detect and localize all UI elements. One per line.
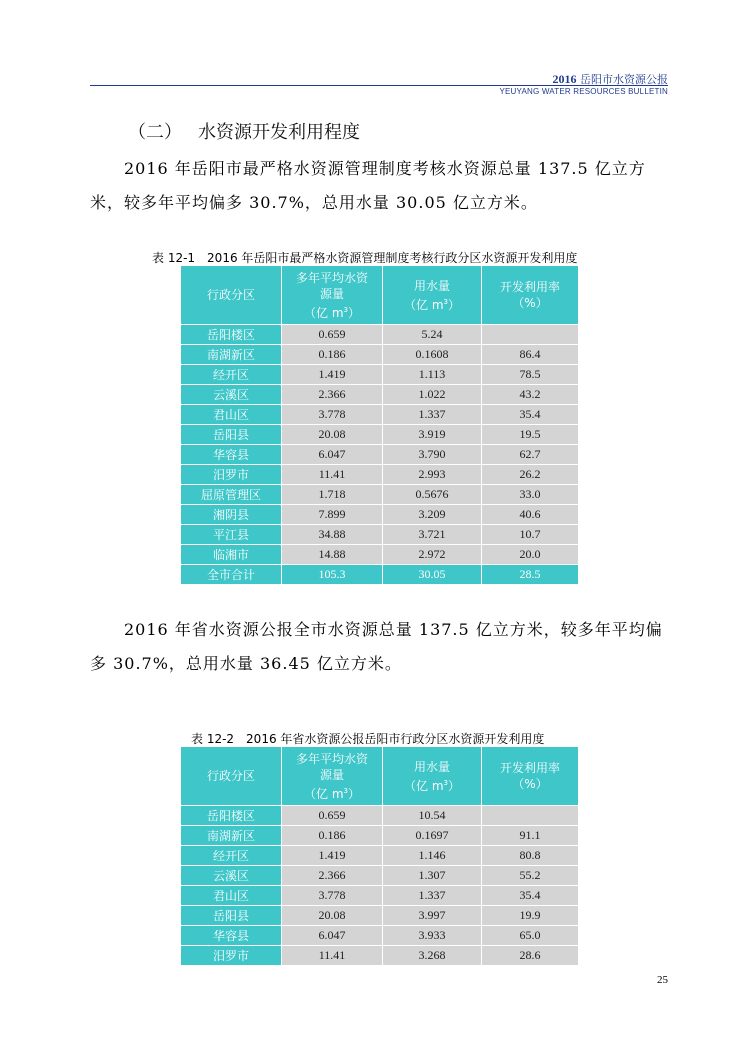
header-use-unit-sup: 3 xyxy=(443,778,448,787)
water-use-cell: 2.993 xyxy=(383,465,482,485)
district-cell: 君山区 xyxy=(181,405,282,425)
rate-cell: 65.0 xyxy=(482,926,579,946)
table-row xyxy=(181,465,579,485)
header-year: 2016 xyxy=(552,72,577,86)
district-cell: 经开区 xyxy=(181,846,282,866)
table-row xyxy=(181,485,579,505)
table-row xyxy=(181,345,579,365)
table1-header-row xyxy=(181,266,579,325)
header-avg-line2: 源量 xyxy=(319,767,344,782)
table-row xyxy=(181,505,579,525)
rate-cell: 10.7 xyxy=(482,525,579,545)
water-use-cell: 0.1697 xyxy=(383,826,482,846)
header-title-text: 岳阳市水资源公报 xyxy=(580,73,668,86)
header-rate-line1: 开发利用率 xyxy=(499,761,560,775)
water-use-cell: 0.1608 xyxy=(383,345,482,365)
district-cell: 南湖新区 xyxy=(181,826,282,846)
header-rate-line1: 开发利用率 xyxy=(499,280,560,294)
table-row xyxy=(181,325,579,345)
rate-cell: 43.2 xyxy=(482,385,579,405)
table-row xyxy=(181,385,579,405)
district-cell: 岳阳楼区 xyxy=(181,806,282,826)
avg-water-cell: 2.366 xyxy=(282,385,383,405)
avg-water-cell: 105.3 xyxy=(282,565,383,585)
water-use-cell: 1.337 xyxy=(383,405,482,425)
district-cell: 岳阳县 xyxy=(181,425,282,445)
table-2 xyxy=(180,746,579,966)
district-cell: 南湖新区 xyxy=(181,345,282,365)
header-utilization-rate xyxy=(482,266,579,325)
water-use-cell: 0.5676 xyxy=(383,485,482,505)
water-use-cell: 3.209 xyxy=(383,505,482,525)
avg-water-cell: 20.08 xyxy=(282,906,383,926)
header-avg-unit xyxy=(282,302,382,321)
header-district: 行政分区 xyxy=(181,266,282,325)
water-use-cell: 5.24 xyxy=(383,325,482,345)
rate-cell xyxy=(482,325,579,345)
header-avg-unit-close: ） xyxy=(347,786,360,801)
district-cell: 湘阴县 xyxy=(181,505,282,525)
header-district: 行政分区 xyxy=(181,747,282,806)
water-use-cell: 3.997 xyxy=(383,906,482,926)
header-use-unit-close: ） xyxy=(447,778,460,793)
district-cell: 全市合计 xyxy=(181,565,282,585)
avg-water-cell: 3.778 xyxy=(282,405,383,425)
rate-cell: 80.8 xyxy=(482,846,579,866)
avg-water-cell: 0.186 xyxy=(282,345,383,365)
rate-cell: 19.5 xyxy=(482,425,579,445)
table-total-row xyxy=(181,565,579,585)
header-avg-unit-text: （亿 m xyxy=(304,305,344,320)
water-use-cell: 1.146 xyxy=(383,846,482,866)
table2-body xyxy=(181,806,579,966)
table-row xyxy=(181,926,579,946)
rate-cell: 35.4 xyxy=(482,405,579,425)
district-cell: 君山区 xyxy=(181,886,282,906)
district-cell: 屈原管理区 xyxy=(181,485,282,505)
rate-cell: 40.6 xyxy=(482,505,579,525)
table-row xyxy=(181,445,579,465)
avg-water-cell: 11.41 xyxy=(282,465,383,485)
rate-cell: 62.7 xyxy=(482,445,579,465)
water-use-cell: 3.790 xyxy=(383,445,482,465)
table-row xyxy=(181,826,579,846)
header-use-line1: 用水量 xyxy=(413,278,450,293)
water-use-cell: 3.268 xyxy=(383,946,482,966)
avg-water-cell: 0.186 xyxy=(282,826,383,846)
avg-water-cell: 1.419 xyxy=(282,365,383,385)
rate-cell: 55.2 xyxy=(482,866,579,886)
district-cell: 平江县 xyxy=(181,525,282,545)
table-row xyxy=(181,405,579,425)
header-avg-unit-sup: 3 xyxy=(343,305,348,314)
water-use-cell: 30.05 xyxy=(383,565,482,585)
header-use-unit xyxy=(383,294,481,313)
avg-water-cell: 2.366 xyxy=(282,866,383,886)
header-use-line1: 用水量 xyxy=(413,759,450,774)
district-cell: 岳阳县 xyxy=(181,906,282,926)
section-heading xyxy=(128,118,360,144)
water-use-cell: 3.933 xyxy=(383,926,482,946)
header-avg-unit xyxy=(282,783,382,802)
table-row xyxy=(181,525,579,545)
rate-cell: 78.5 xyxy=(482,365,579,385)
rate-cell: 28.6 xyxy=(482,946,579,966)
water-use-cell: 3.919 xyxy=(383,425,482,445)
header-utilization-rate xyxy=(482,747,579,806)
rate-cell: 33.0 xyxy=(482,485,579,505)
header-avg-unit-sup: 3 xyxy=(343,786,348,795)
avg-water-cell: 0.659 xyxy=(282,806,383,826)
avg-water-cell: 1.419 xyxy=(282,846,383,866)
district-cell: 华容县 xyxy=(181,926,282,946)
header-water-use xyxy=(383,747,482,806)
header-rule xyxy=(90,85,668,86)
avg-water-cell: 0.659 xyxy=(282,325,383,345)
avg-water-cell: 34.88 xyxy=(282,525,383,545)
header-avg-unit-text: （亿 m xyxy=(304,786,344,801)
table-row xyxy=(181,906,579,926)
header-water-use xyxy=(383,266,482,325)
water-use-cell: 3.721 xyxy=(383,525,482,545)
district-cell: 汨罗市 xyxy=(181,465,282,485)
table2-caption: 表 12-2 2016 年省水资源公报岳阳市行政分区水资源开发利用度 xyxy=(191,732,545,746)
table-row xyxy=(181,846,579,866)
water-use-cell: 1.307 xyxy=(383,866,482,886)
header-use-unit-sup: 3 xyxy=(443,297,448,306)
table-row xyxy=(181,425,579,445)
section-number: （二） xyxy=(128,122,182,143)
district-cell: 岳阳楼区 xyxy=(181,325,282,345)
rate-cell: 26.2 xyxy=(482,465,579,485)
table2-header-row xyxy=(181,747,579,806)
rate-cell xyxy=(482,806,579,826)
district-cell: 经开区 xyxy=(181,365,282,385)
table1-caption: 表 12-1 2016 年岳阳市最严格水资源管理制度考核行政分区水资源开发利用度 xyxy=(152,251,578,265)
table-row xyxy=(181,946,579,966)
header-avg-water xyxy=(282,747,383,806)
table-1 xyxy=(180,265,579,585)
rate-cell: 35.4 xyxy=(482,886,579,906)
header-avg-unit-close: ） xyxy=(347,305,360,320)
page-number: 25 xyxy=(657,974,668,986)
district-cell: 云溪区 xyxy=(181,866,282,886)
header-avg-water xyxy=(282,266,383,325)
table-row xyxy=(181,866,579,886)
table1-body xyxy=(181,325,579,585)
header-use-unit-text: （亿 m xyxy=(404,778,444,793)
water-use-cell: 1.113 xyxy=(383,365,482,385)
section-title: 水资源开发利用程度 xyxy=(198,122,360,143)
paragraph-1: 2016 年岳阳市最严格水资源管理制度考核水资源总量 137.5 亿立方米，较多年平均偏多 30.7%，总用水量 30.05 亿立方米。 xyxy=(90,159,646,212)
water-use-cell: 1.337 xyxy=(383,886,482,906)
header-rate-unit: （%） xyxy=(512,777,548,791)
avg-water-cell: 14.88 xyxy=(282,545,383,565)
district-cell: 华容县 xyxy=(181,445,282,465)
avg-water-cell: 3.778 xyxy=(282,886,383,906)
avg-water-cell: 11.41 xyxy=(282,946,383,966)
header-avg-line1: 多年平均水资 xyxy=(295,270,368,285)
header-use-unit-close: ） xyxy=(447,297,460,312)
district-cell: 临湘市 xyxy=(181,545,282,565)
avg-water-cell: 6.047 xyxy=(282,445,383,465)
water-use-cell: 1.022 xyxy=(383,385,482,405)
district-cell: 汨罗市 xyxy=(181,946,282,966)
paragraph-2: 2016 年省水资源公报全市水资源总量 137.5 亿立方米，较多年平均偏多 30.7%，总用水量 36.45 亿立方米。 xyxy=(90,620,663,673)
header-rate-unit: （%） xyxy=(512,296,548,310)
water-use-cell: 2.972 xyxy=(383,545,482,565)
avg-water-cell: 6.047 xyxy=(282,926,383,946)
avg-water-cell: 1.718 xyxy=(282,485,383,505)
table-row xyxy=(181,806,579,826)
table-row xyxy=(181,545,579,565)
rate-cell: 91.1 xyxy=(482,826,579,846)
rate-cell: 19.9 xyxy=(482,906,579,926)
table-row xyxy=(181,365,579,385)
header-use-unit xyxy=(383,775,481,794)
rate-cell: 28.5 xyxy=(482,565,579,585)
header-avg-line1: 多年平均水资 xyxy=(295,751,368,766)
header-avg-line2: 源量 xyxy=(319,286,344,301)
rate-cell: 86.4 xyxy=(482,345,579,365)
water-use-cell: 10.54 xyxy=(383,806,482,826)
header-use-unit-text: （亿 m xyxy=(404,297,444,312)
table-row xyxy=(181,886,579,906)
avg-water-cell: 20.08 xyxy=(282,425,383,445)
district-cell: 云溪区 xyxy=(181,385,282,405)
header-subtitle: YEUYANG WATER RESOURCES BULLETIN xyxy=(499,87,668,96)
avg-water-cell: 7.899 xyxy=(282,505,383,525)
rate-cell: 20.0 xyxy=(482,545,579,565)
